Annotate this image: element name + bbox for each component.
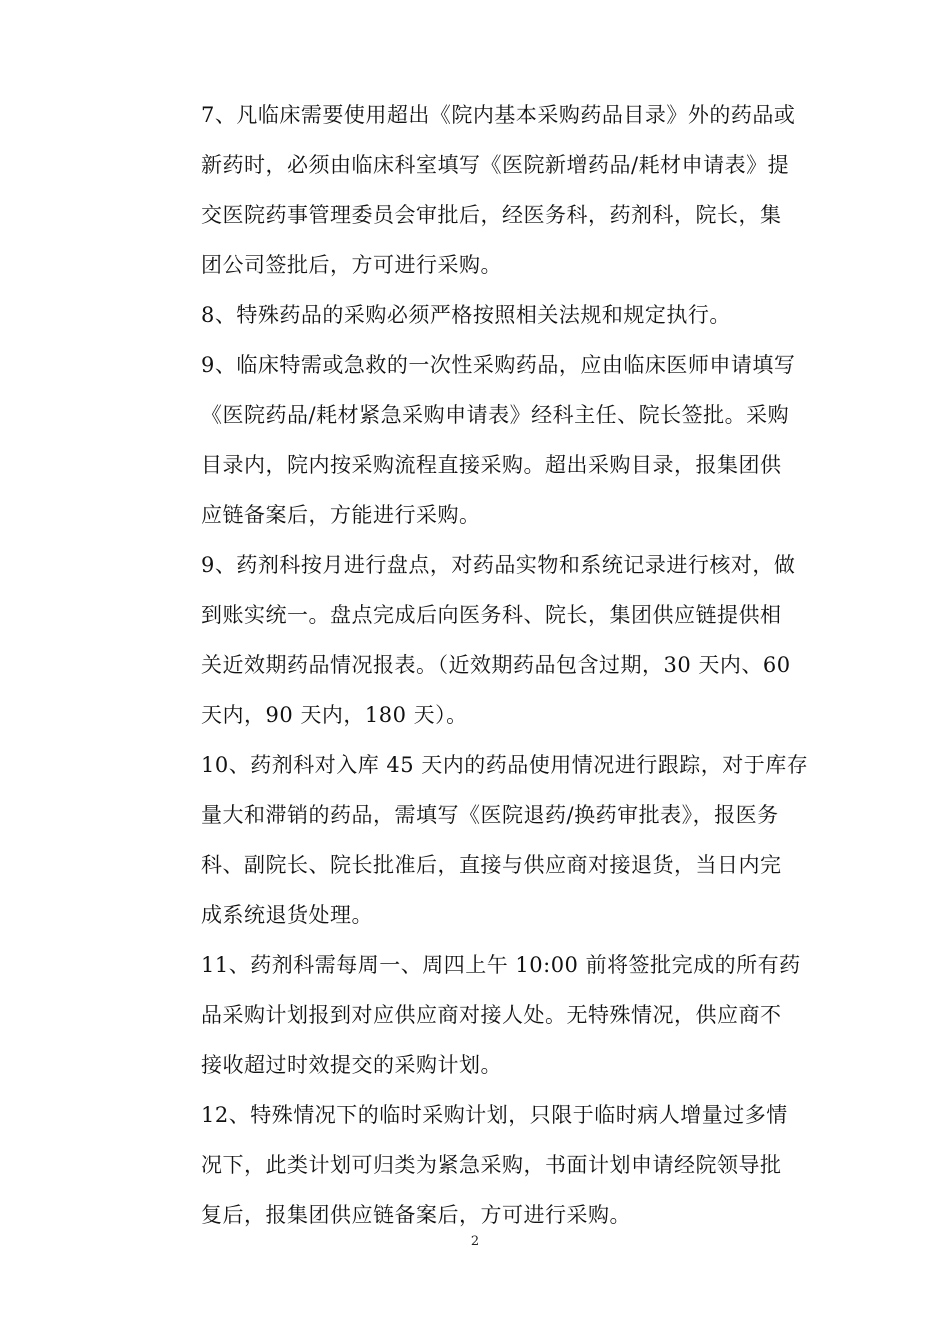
text-line: 11、药剂科需每周一、周四上午 10:00 前将签批完成的所有药 bbox=[201, 953, 801, 977]
page-number: 2 bbox=[470, 1234, 480, 1249]
document-body bbox=[201, 90, 819, 1240]
text-line: 到账实统一。盘点完成后向医务科、院长，集团供应链提供相 bbox=[201, 603, 782, 627]
text-line: 量大和滞销的药品，需填写《医院退药/换药审批表》，报医务 bbox=[201, 803, 779, 827]
text-line: 接收超过时效提交的采购计划。 bbox=[201, 1053, 502, 1077]
text-line: 9、药剂科按月进行盘点，对药品实物和系统记录进行核对，做 bbox=[201, 553, 796, 577]
text-line: 复后，报集团供应链备案后，方可进行采购。 bbox=[201, 1203, 631, 1227]
text-line: 10、药剂科对入库 45 天内的药品使用情况进行跟踪，对于库存 bbox=[201, 753, 809, 777]
text-line: 新药时，必须由临床科室填写《医院新增药品/耗材申请表》提 bbox=[201, 153, 790, 177]
text-line: 天内，90 天内，180 天）。 bbox=[201, 703, 468, 727]
text-line: 目录内，院内按采购流程直接采购。超出采购目录，报集团供 bbox=[201, 453, 782, 477]
text-line: 品采购计划报到对应供应商对接人处。无特殊情况，供应商不 bbox=[201, 1003, 782, 1027]
text-line: 成系统退货处理。 bbox=[201, 903, 373, 927]
text-line: 科、副院长、院长批准后，直接与供应商对接退货，当日内完 bbox=[201, 853, 782, 877]
text-line: 关近效期药品情况报表。（近效期药品包含过期，30 天内、60 bbox=[201, 653, 791, 677]
text-line: 9、临床特需或急救的一次性采购药品，应由临床医师申请填写 bbox=[201, 353, 796, 377]
text-line: 7、凡临床需要使用超出《院内基本采购药品目录》外的药品或 bbox=[201, 103, 796, 127]
text-line: 12、特殊情况下的临时采购计划，只限于临时病人增量过多情 bbox=[201, 1103, 788, 1127]
text-line: 团公司签批后，方可进行采购。 bbox=[201, 253, 502, 277]
text-line: 8、特殊药品的采购必须严格按照相关法规和规定执行。 bbox=[201, 303, 731, 327]
text-line: 交医院药事管理委员会审批后，经医务科，药剂科，院长，集 bbox=[201, 203, 782, 227]
text-line: 《医院药品/耗材紧急采购申请表》经科主任、院长签批。采购 bbox=[201, 403, 790, 427]
text-line: 况下，此类计划可归类为紧急采购，书面计划申请经院领导批 bbox=[201, 1153, 782, 1177]
text-line: 应链备案后，方能进行采购。 bbox=[201, 503, 481, 527]
